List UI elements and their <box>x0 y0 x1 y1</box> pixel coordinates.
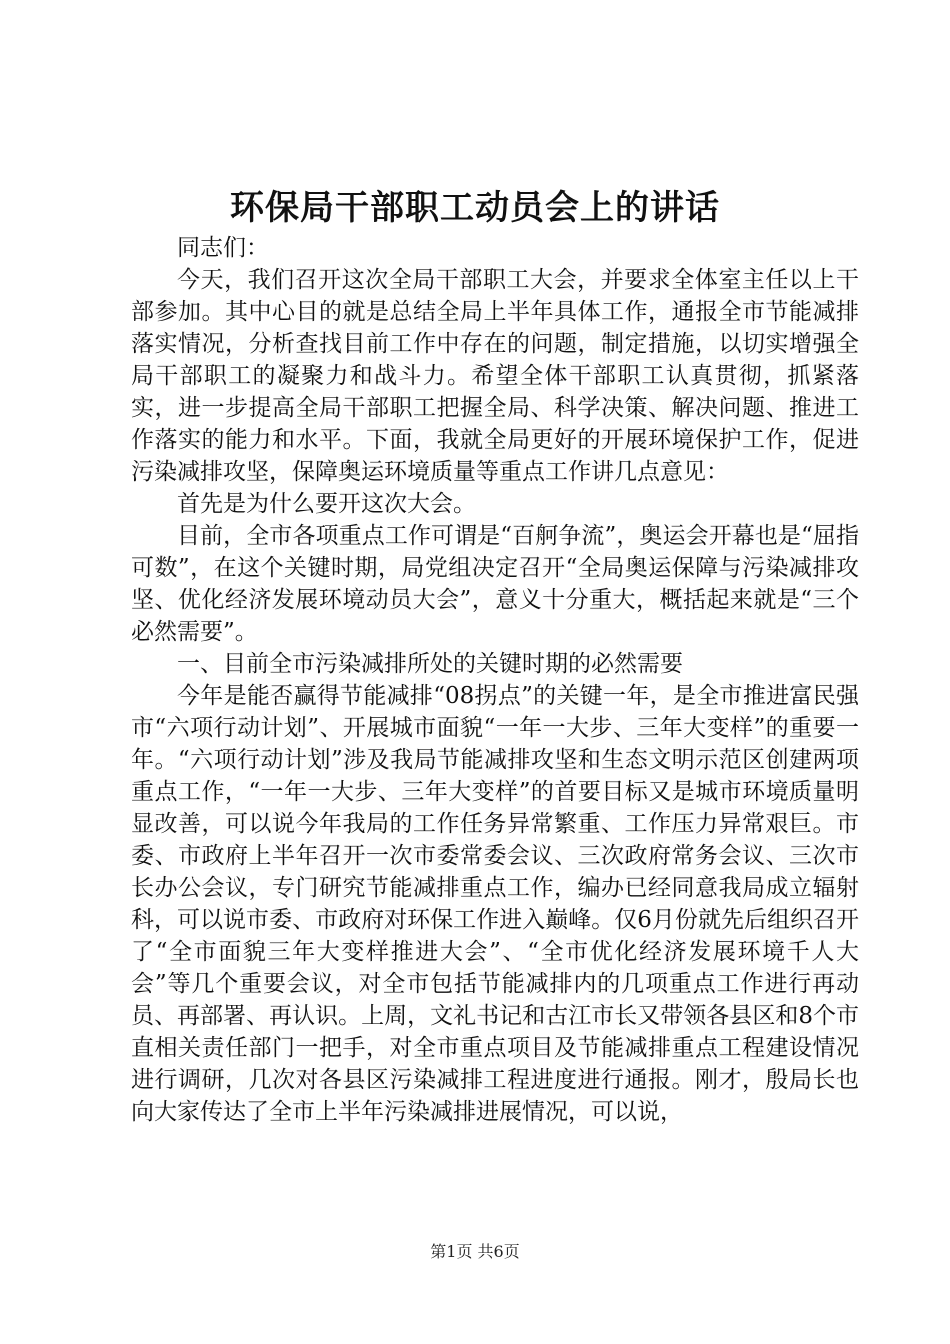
section-heading: 一、目前全市污染减排所处的关键时期的必然需要 <box>177 651 683 677</box>
body-paragraph: 今年是能否赢得节能减排“08拐点”的关键一年，是全市推进富民强市“六项行动计划”、开展城市面貌“一年一大步、三年大变样”的重要一年。“六项行动计划”涉及我局节能减排攻坚和生态文明示范区创建两项重点工作，“一年一大步、三年大变样”的首要目标又是城市环境质量明显改善，可以说今年我局的工作任务异常繁重、工作压力异常艰巨。市委、市政府上半年召开一次市委常委会议、三次政府常务会议、三次市长办公会议，专门研究节能减排重点工作，编办已经同意我局成立辐射科，可以说市委、市政府对环保工作进入巅峰。仅6月份就先后组织召开了“全市面貌三年大变样推进大会”、“全市优化经济发展环境千人大会”等几个重要会议，对全市包括节能减排内的几项重点工作进行再动员、再部署、再认识。上周，文礼书记和古江市长又带领各县区和8个市直相关责任部门一把手，对全市重点项目及节能减排重点工程建设情况进行调研，几次对各县区污染减排工程进度进行通报。刚才，殷局长也向大家传达了全市上半年污染减排进展情况，可以说， <box>131 683 859 1125</box>
document-body <box>131 232 859 1128</box>
document-title: 环保局干部职工动员会上的讲话 <box>230 188 720 228</box>
body-paragraph: 今天，我们召开这次全局干部职工大会，并要求全体室主任以上干部参加。其中心目的就是总结全局上半年具体工作，通报全市节能减排落实情况，分析查找目前工作中存在的问题，制定措施，以切实增强全局干部职工的凝聚力和战斗力。希望全体干部职工认真贯彻，抓紧落实，进一步提高全局干部职工把握全局、科学决策、解决问题、推进工作落实的能力和水平。下面，我就全局更好的开展环境保护工作，促进污染减排攻坚，保障奥运环境质量等重点工作讲几点意见： <box>131 267 859 485</box>
salutation-paragraph: 同志们： <box>177 235 269 261</box>
page-footer: 第1页 共6页 <box>430 1242 520 1261</box>
body-paragraph: 目前，全市各项重点工作可谓是“百舸争流”，奥运会开幕也是“屈指可数”，在这个关键时期，局党组决定召开“全局奥运保障与污染减排攻坚、优化经济发展环境动员大会”，意义十分重大，概括起来就是“三个必然需要”。 <box>131 523 859 645</box>
body-paragraph: 首先是为什么要开这次大会。 <box>177 491 476 517</box>
